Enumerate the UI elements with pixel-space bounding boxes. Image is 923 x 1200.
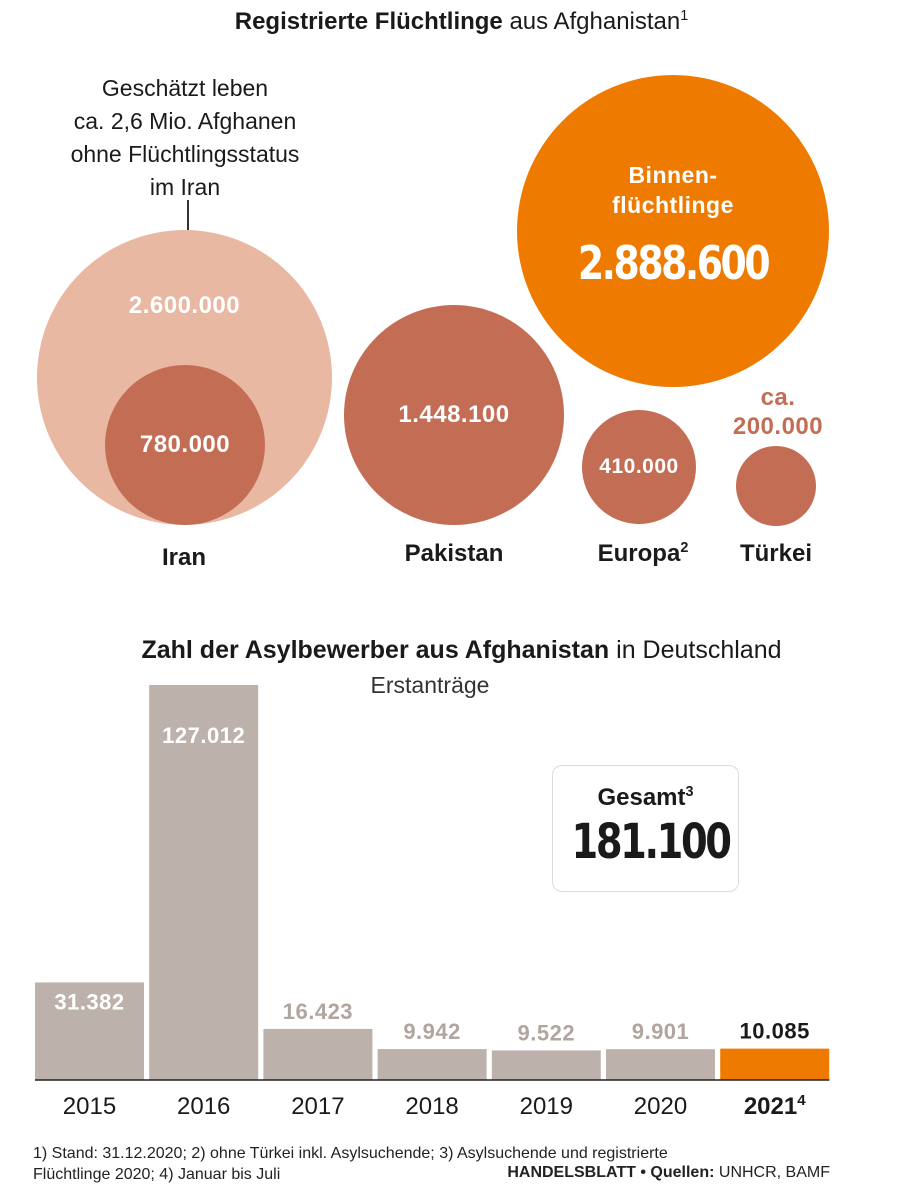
binnen-label-line: flüchtlinge [612,192,734,218]
category-label-2020: 2020 [633,1093,688,1120]
title-bold: Zahl der Asylbewerber aus Afghanistan [141,636,610,664]
bubble-value: 780.000 [139,431,231,458]
value-label-2021: 10.085 [739,1018,810,1044]
bar-2021 [720,1049,829,1080]
value-label-2016: 127.012 [162,723,246,748]
bubble-value: 410.000 [599,455,679,478]
title-bold: Registrierte Flüchtlinge [234,8,503,35]
value-label-2017: 16.423 [282,998,354,1024]
binnen-label-line: Binnen- [628,162,718,188]
label-pakistan: Pakistan [404,540,504,567]
iran-note-line: ca. 2,6 Mio. Afghanen [73,108,297,134]
total-box [552,765,739,892]
binnen-value: 2.888.600 [577,236,769,290]
iran-note-line: im Iran [149,174,221,200]
tuerkei-value-line: 200.000 [732,413,824,440]
chart-subtitle: Erstanträge [370,672,490,698]
tuerkei-value-line: ca. [760,384,796,411]
sources: UNHCR, BAMF [718,1164,830,1181]
value-label-2019: 9.522 [517,1020,576,1046]
footnote-marker: 1 [680,8,689,24]
total-label-text: Gesamt [597,784,686,811]
total-label [553,784,738,812]
title-rest: in Deutschland [609,636,782,664]
category-label-2017: 2017 [291,1093,345,1120]
europa-text: Europa [597,540,681,567]
label-tuerkei: Türkei [739,540,813,567]
footnote-line: 1) Stand: 31.12.2020; 2) ohne Türkei inkl. Asylsuchende; 3) Asylsuchende und registrierte [33,1145,668,1162]
bubble-value: 2.600.000 [128,292,241,319]
sources-label: Quellen: [650,1164,715,1181]
iran-note-line: Geschätzt leben [101,75,269,101]
category-label-2016: 2016 [177,1093,231,1120]
bar-2018 [378,1049,487,1080]
category-label-2019: 2019 [519,1093,573,1120]
footnote-line: Flüchtlinge 2020; 4) Januar bis Juli [33,1166,281,1183]
title-rest: aus Afghanistan [502,8,681,35]
bar-2020 [606,1049,715,1080]
value-label-2015: 31.382 [54,989,125,1015]
label-iran: Iran [161,544,206,571]
bar-2019 [492,1050,601,1080]
publisher: HANDELSBLATT [507,1164,636,1181]
category-label-2018: 2018 [405,1093,459,1120]
value-label-2020: 9.901 [631,1019,690,1045]
bubble-value: 1.448.100 [398,401,510,428]
category-label-2015: 2015 [62,1093,117,1120]
bar-2017 [263,1029,372,1080]
source-credit: HANDELSBLATT • Quellen: UNHCR, BAMF [507,1164,830,1181]
value-label-2018: 9.942 [403,1019,461,1045]
footnote-marker: 3 [685,784,694,800]
total-value: 181.100 [571,814,730,870]
footnote-marker: 4 [797,1092,806,1109]
footnote-marker: 2 [680,540,689,556]
iran-note-line: ohne Flüchtlingsstatus [70,141,300,167]
category-label-2021: 2021$^4$ [743,1092,806,1120]
